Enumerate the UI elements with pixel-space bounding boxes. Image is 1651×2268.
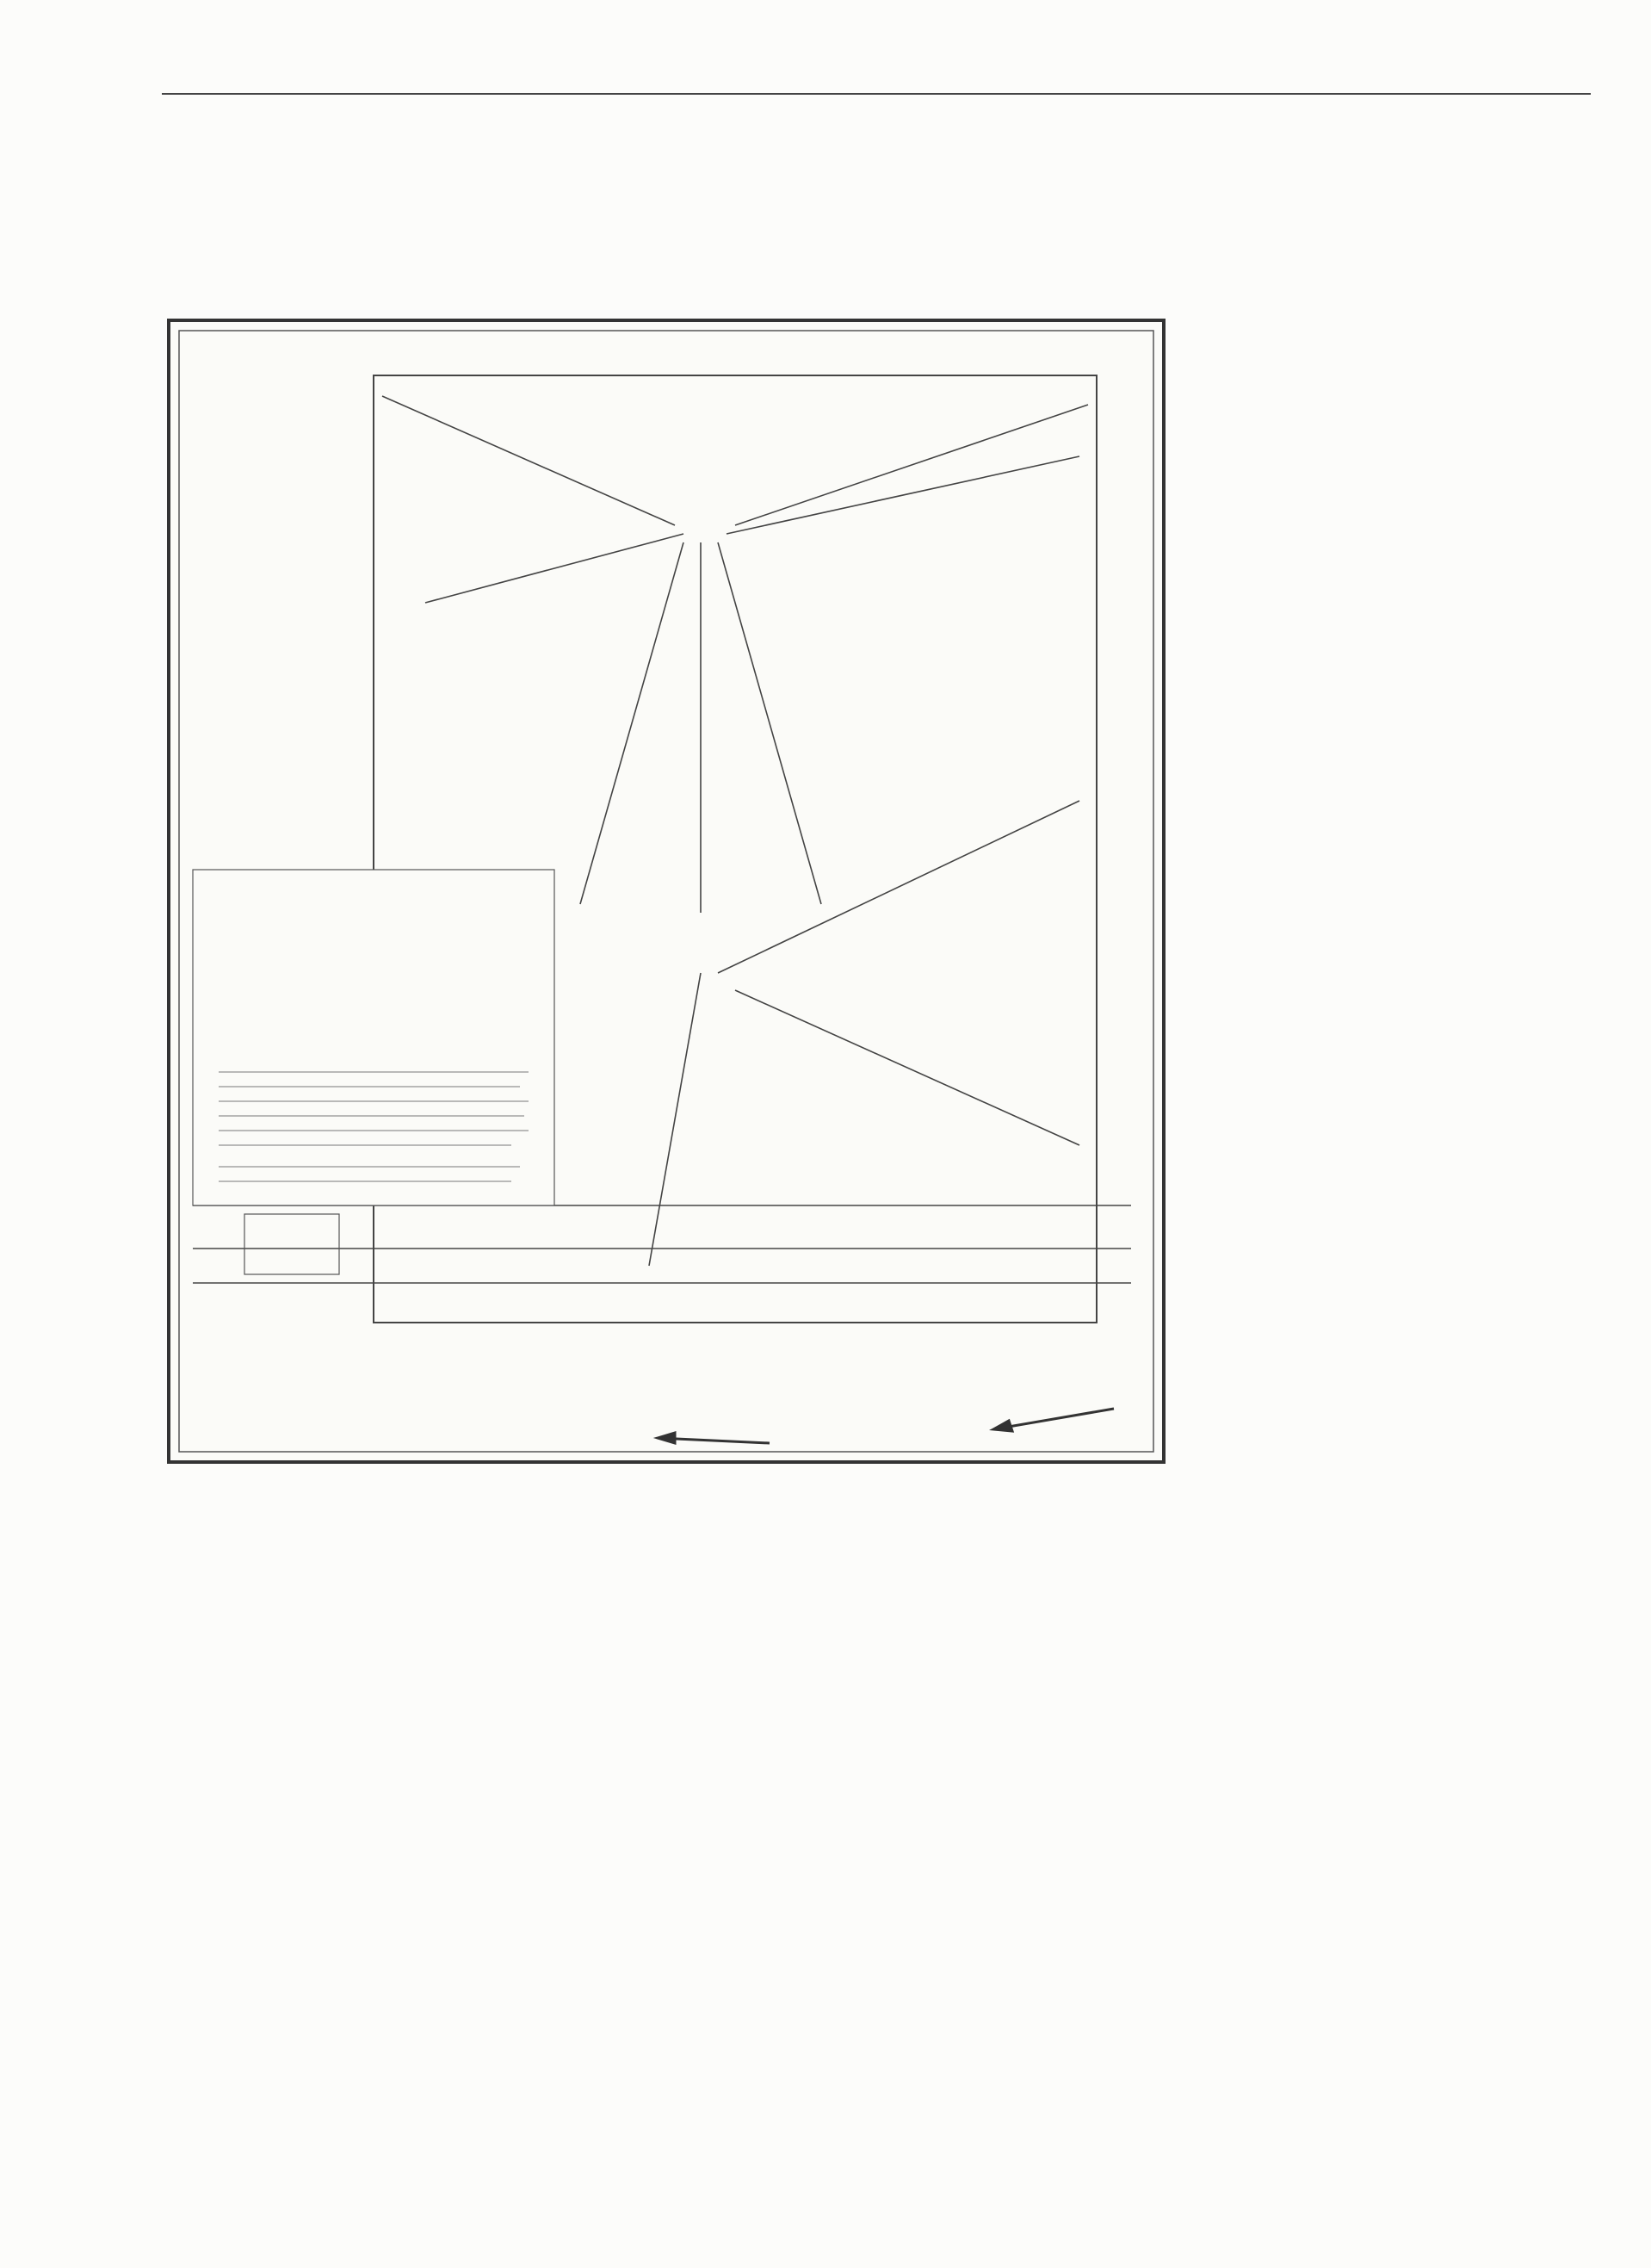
detroit-plat-map bbox=[167, 319, 1166, 1464]
header-rule bbox=[162, 93, 1591, 95]
title-cartouche bbox=[193, 870, 554, 1205]
